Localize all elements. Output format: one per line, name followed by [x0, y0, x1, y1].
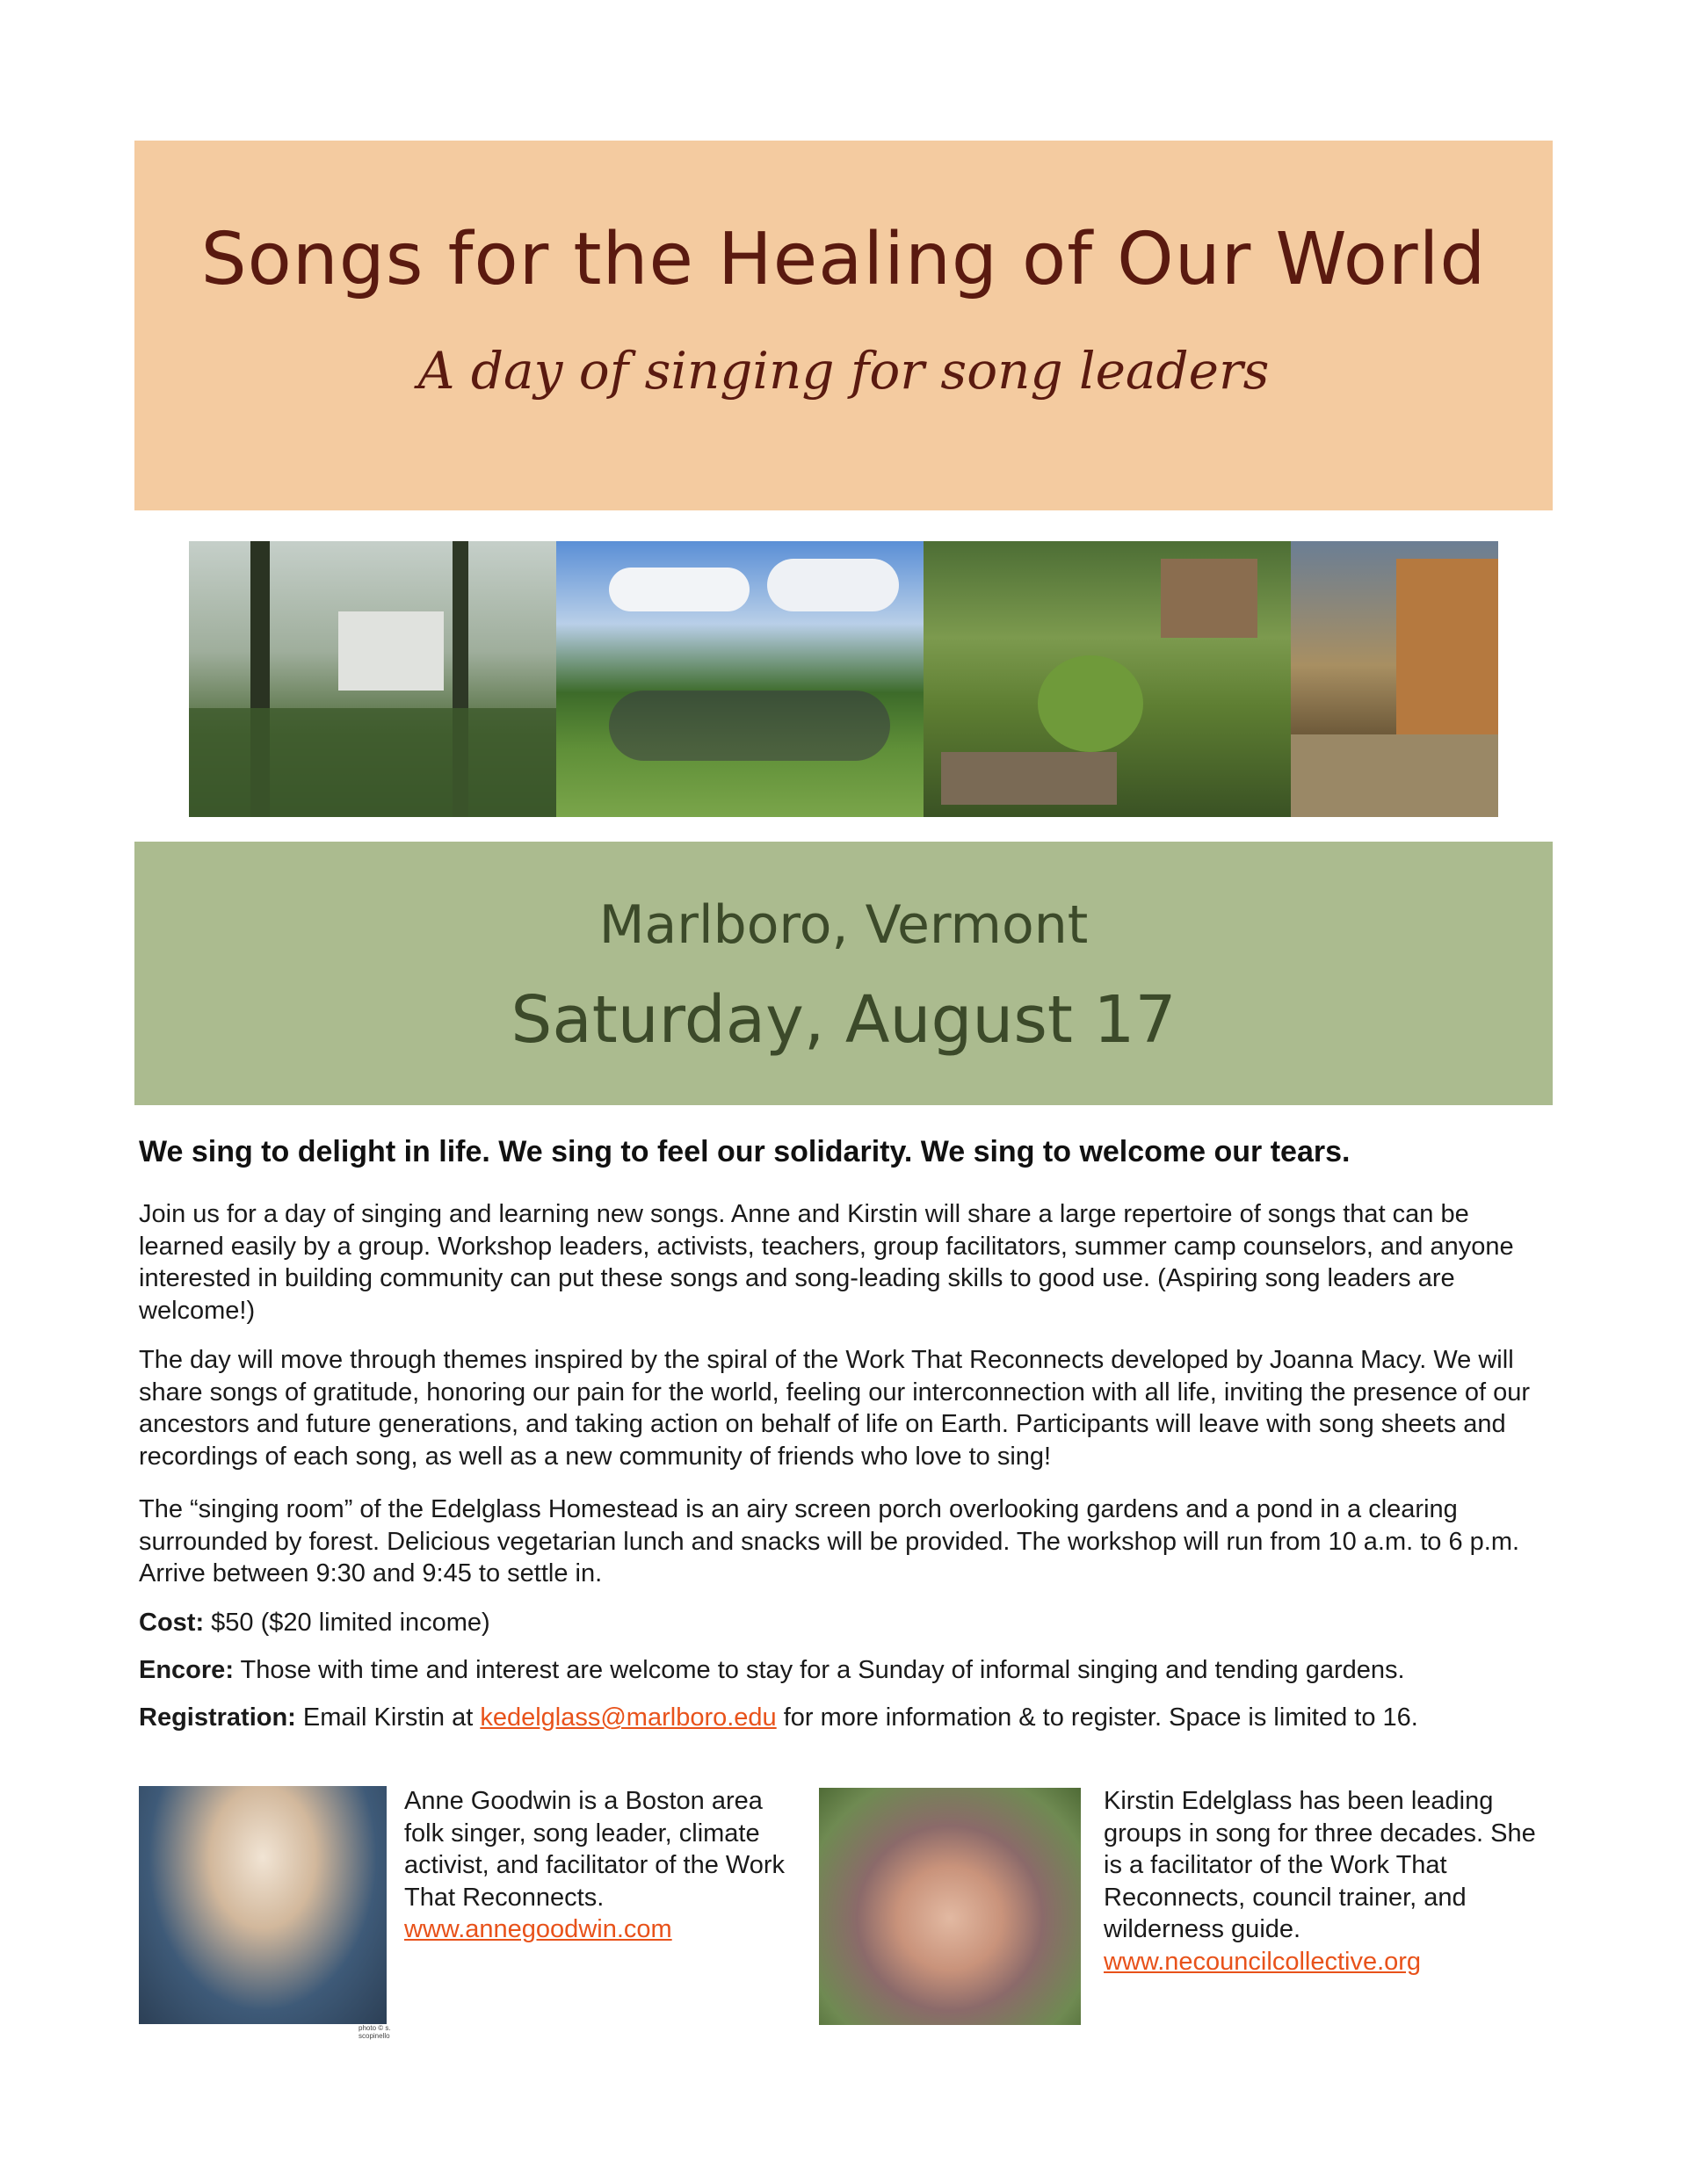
- encore-label: Encore:: [139, 1656, 234, 1684]
- anne-website-link[interactable]: www.annegoodwin.com: [404, 1915, 672, 1943]
- anne-photo: [139, 1786, 387, 2024]
- venue-paragraph: The “singing room” of the Edelglass Homestead is an airy screen porch overlooking gardens and a pond in a clearing surrounded by forest. Delicious vegetarian lunch and snacks will be provided. The workshop will run from 10 a.m. to 6 p.m. Arrive between 9:30 and 9:45 to settle in.: [139, 1495, 1520, 1587]
- photo-strip: [189, 541, 1498, 817]
- garden-photo: [924, 541, 1291, 817]
- kirstin-bio: [1104, 1785, 1543, 1978]
- encore-line: [139, 1654, 1555, 1687]
- kirstin-bio-text: Kirstin Edelglass has been leading groups in song for three decades. She is a facilitator of the Work That Reconnects, council trainer, and wilderness guide.: [1104, 1787, 1536, 1943]
- anne-bio-text: Anne Goodwin is a Boston area folk singer, song leader, climate activist, and facilitator of the Work That Reconnects.: [404, 1787, 786, 1912]
- intro-paragraph: Join us for a day of singing and learning new songs. Anne and Kirstin will share a large repertoire of songs that can be learned easily by a group. Workshop leaders, activists, teachers, group facilitators, summer camp counselors, and anyone interested in building community can put these songs and song-leading skills to good use. (Aspiring song leaders are welcome!): [139, 1200, 1514, 1325]
- kirstin-photo: [819, 1788, 1081, 2025]
- header-banner: [134, 141, 1553, 510]
- forest-house-photo: [189, 541, 556, 817]
- registration-label: Registration:: [139, 1703, 296, 1732]
- registration-before: Email Kirstin at: [295, 1703, 481, 1732]
- cost-text: $50 ($20 limited income): [204, 1609, 490, 1637]
- tagline: We sing to delight in life. We sing to feel our solidarity. We sing to welcome our tears.: [139, 1135, 1351, 1168]
- themes-paragraph: The day will move through themes inspired by the spiral of the Work That Reconnects developed by Joanna Macy. We will share songs of gratitude, honoring our pain for the world, feeling our interconnection with all life, inviting the presence of our ancestors and future generations, and taking action on behalf of life on Earth. Participants will leave with song sheets and recordings of each song, as well as a new community of friends who love to sing!: [139, 1346, 1531, 1471]
- registration-line: [139, 1702, 1555, 1734]
- location-banner: [134, 842, 1553, 1105]
- registration-after: for more information & to register. Space is limited to 16.: [776, 1703, 1418, 1732]
- photo-credit: photo © s. scopinello: [359, 2024, 391, 2040]
- kirstin-website-link[interactable]: www.necouncilcollective.org: [1104, 1947, 1422, 1976]
- cost-label: Cost:: [139, 1609, 205, 1637]
- singing-circle-photo: [556, 541, 924, 817]
- event-location: Marlboro, Vermont: [598, 894, 1089, 956]
- page-subtitle: A day of singing for song leaders: [417, 341, 1270, 401]
- registration-email-link[interactable]: kedelglass@marlboro.edu: [480, 1703, 777, 1732]
- anne-bio: [404, 1785, 808, 1946]
- porch-photo: [1291, 541, 1498, 817]
- page-title: Songs for the Healing of Our World: [200, 218, 1487, 301]
- cost-line: [139, 1607, 1555, 1639]
- encore-text: Those with time and interest are welcome to stay for a Sunday of informal singing and tending gardens.: [233, 1656, 1405, 1684]
- event-date: Saturday, August 17: [511, 982, 1177, 1058]
